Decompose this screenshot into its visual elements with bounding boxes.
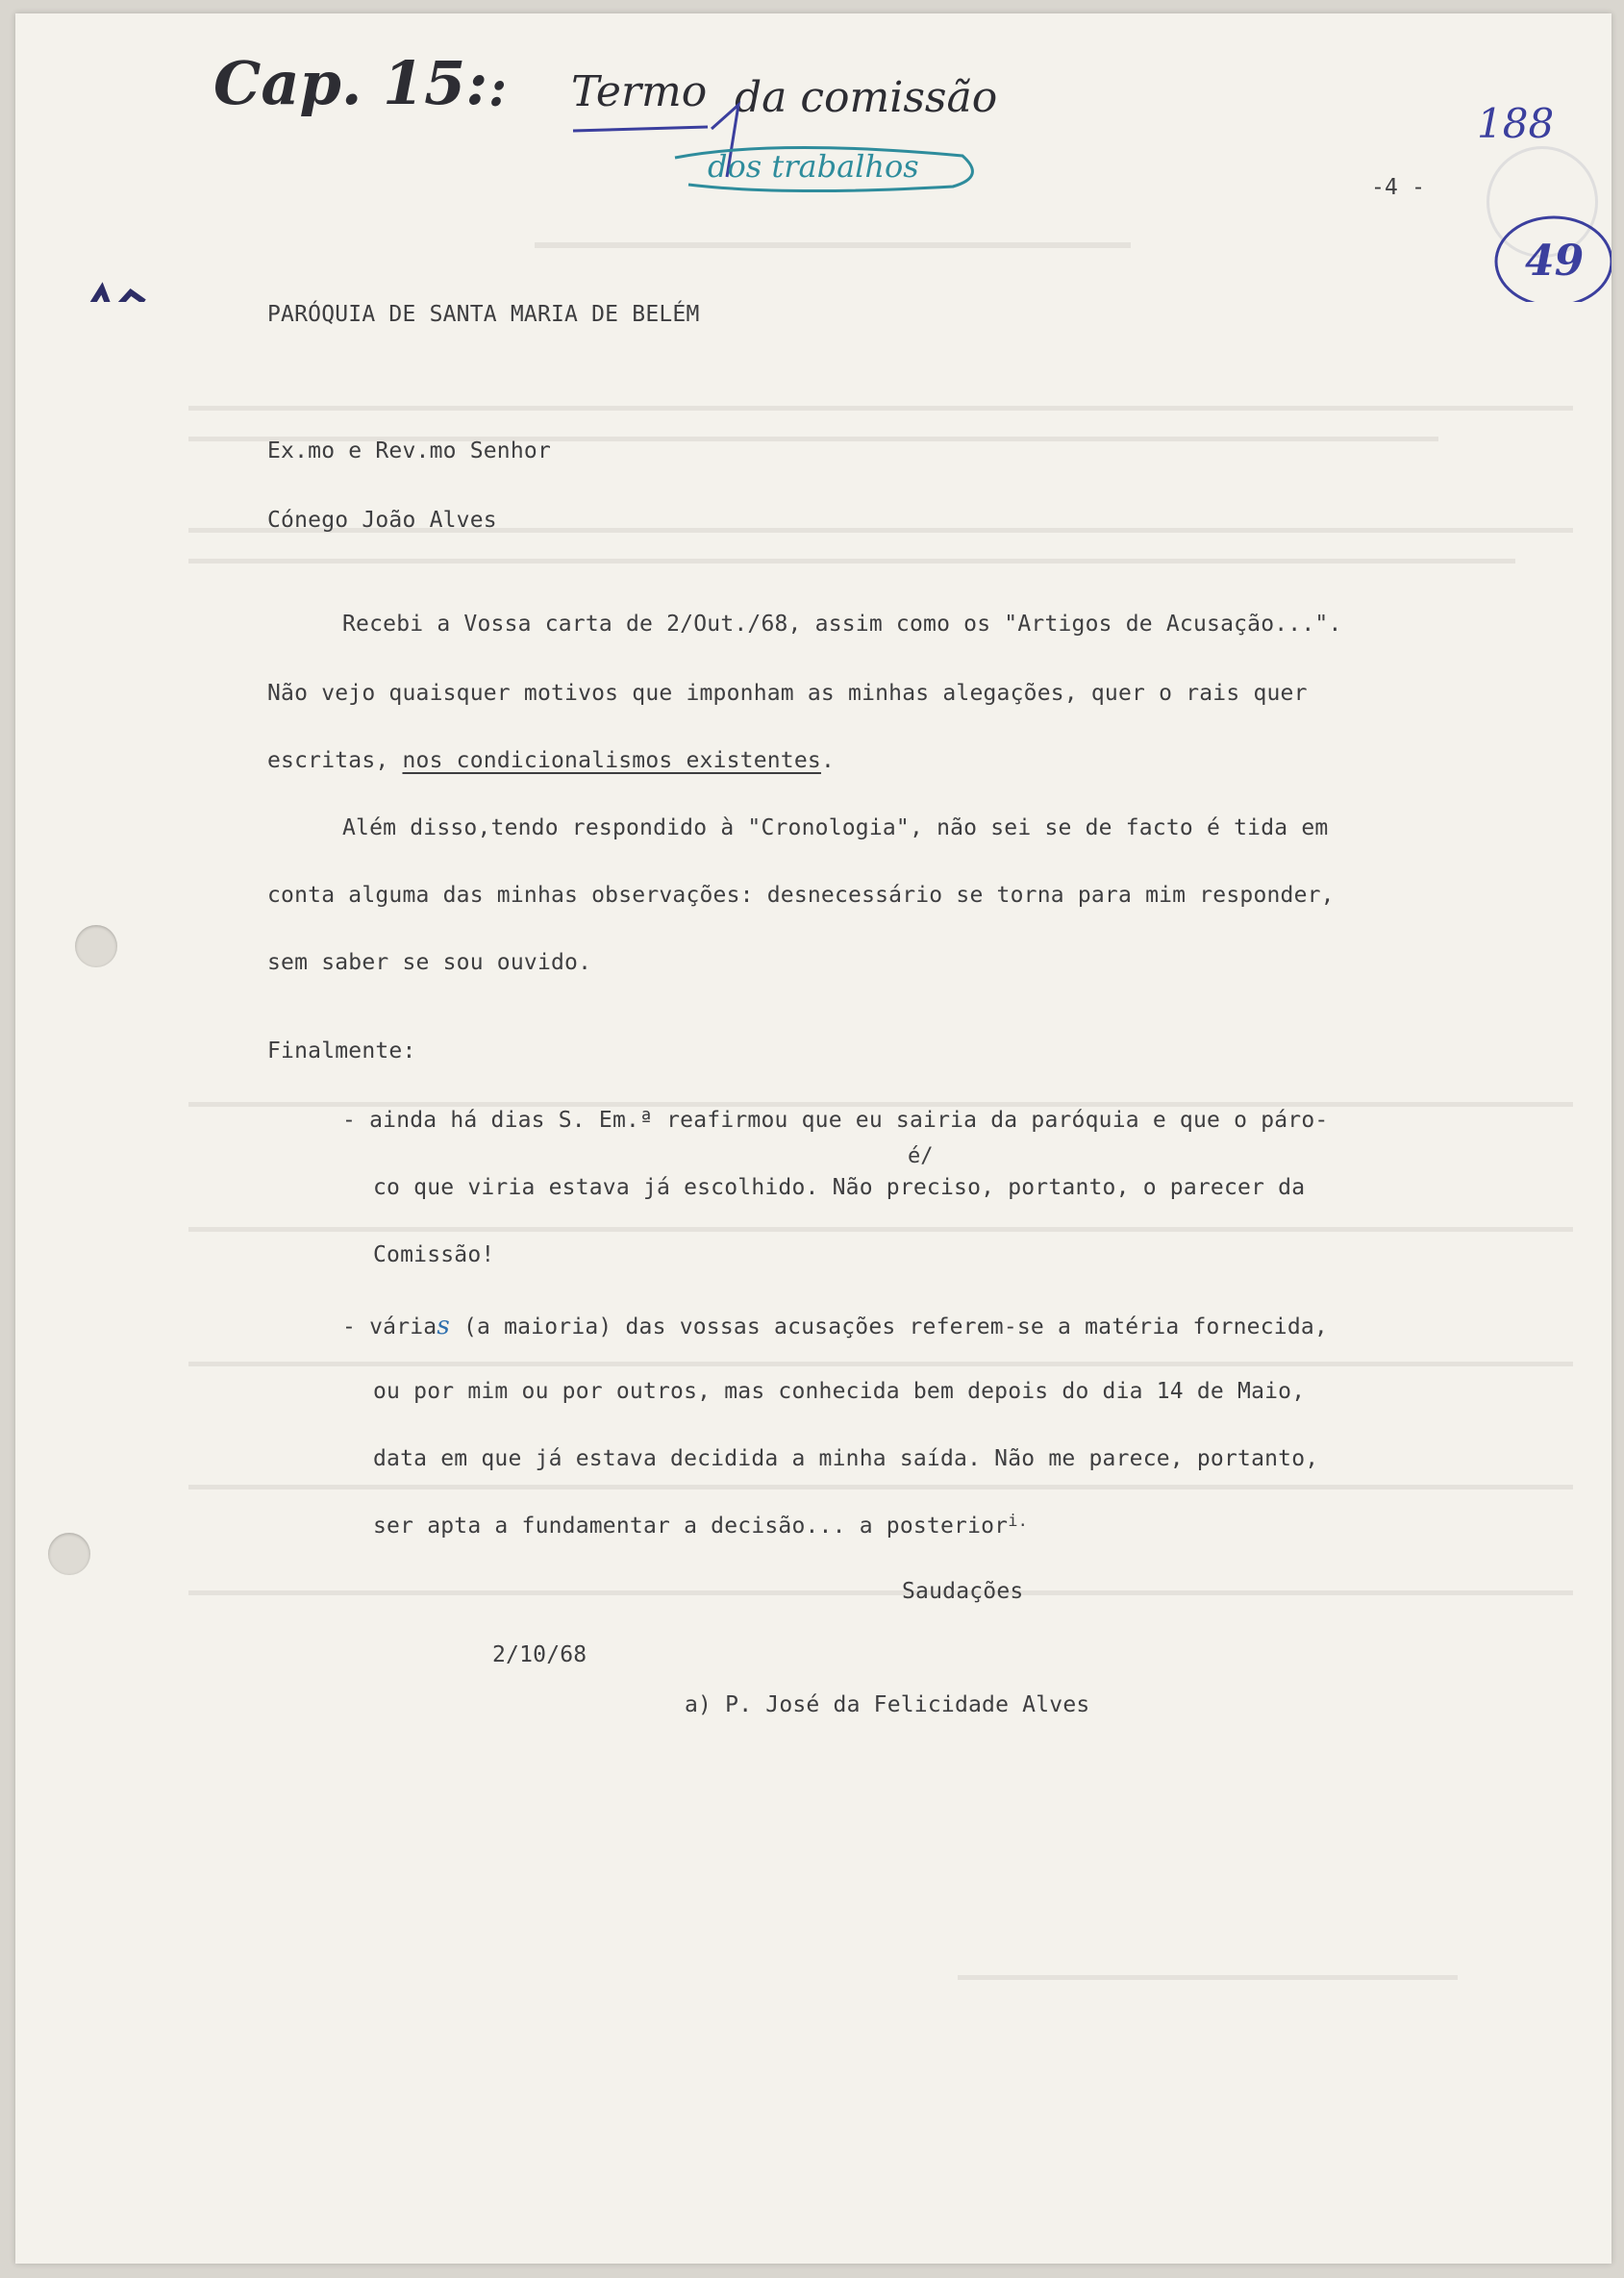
underlined-phrase: nos condicionalismos existentes: [402, 748, 821, 773]
paragraph-1-line-2: Não vejo quaisquer motivos que imponham as minhas alegações, quer o rais quer: [267, 681, 1308, 706]
handwritten-page-number: 188: [1477, 100, 1555, 147]
punch-hole-upper: [75, 925, 117, 967]
paragraph-1-line-3-end: .: [820, 748, 836, 773]
item-2-line-2: ou por mim ou por outros, mas conhecida bem depois do dia 14 de Maio,: [373, 1379, 1306, 1404]
signature-line: a) P. José da Felicidade Alves: [685, 1692, 1090, 1717]
paragraph-2-line-2: conta alguma das minhas observações: desnecessário se torna para mim responder,: [267, 883, 1335, 908]
handwritten-title-part1: Termo: [571, 67, 708, 116]
closing-greeting: Saudações: [902, 1579, 1024, 1604]
typed-correction-mark: é/: [908, 1144, 934, 1168]
letter-header: PARÓQUIA DE SANTA MARIA DE BELÉM: [267, 302, 700, 327]
item-1-line-2: co que viria estava já escolhido. Não preciso, portanto, o parecer da: [373, 1175, 1306, 1200]
handwritten-title-insert: dos trabalhos: [708, 148, 919, 185]
handwritten-title-part2: da comissão: [735, 73, 998, 122]
punch-hole-lower: [48, 1533, 90, 1575]
blue-underline-stroke: [573, 127, 708, 131]
handwritten-circled-number: 49: [1525, 237, 1585, 286]
handwritten-s-insert: s: [437, 1312, 450, 1340]
typed-page-marker: -4 -: [1371, 175, 1426, 200]
item-1-line-3: Comissão!: [373, 1242, 495, 1267]
item-2-line-4-text: ser apta a fundamentar a decisão... a posterior: [373, 1514, 1009, 1539]
item-2-line-4: [373, 1512, 1028, 1539]
handwritten-colon-mark: :: [488, 60, 508, 118]
paragraph-1-line-3: [267, 748, 835, 773]
paragraph-1-line-3-start: escritas,: [267, 748, 403, 773]
item-1-line-1: - ainda há dias S. Em.ª reafirmou que eu sairia da paróquia e que o páro-: [342, 1108, 1329, 1133]
paragraph-2-line-1: Além disso,tendo respondido à "Cronologia", não sei se de facto é tida em: [342, 815, 1329, 840]
letter-date: 2/10/68: [492, 1642, 587, 1667]
item-2-line-1: [342, 1312, 1328, 1340]
paragraph-1-line-1: Recebi a Vossa carta de 2/Out./68, assim como os "Artigos de Acusação...".: [342, 612, 1342, 637]
item-2-line-3: data em que já estava decidida a minha saída. Não me parece, portanto,: [373, 1446, 1319, 1471]
salutation-line-2: Cónego João Alves: [267, 508, 497, 533]
document-page: [15, 13, 1612, 2264]
finalmente-label: Finalmente:: [267, 1039, 416, 1064]
item-2-line-1-start: - vária: [342, 1314, 437, 1339]
handwritten-chapter-label: Cap. 15:: [213, 48, 488, 118]
paragraph-2-line-3: sem saber se sou ouvido.: [267, 950, 592, 975]
item-2-line-4-suffix: i.: [1008, 1512, 1029, 1531]
item-2-line-1-end: (a maioria) das vossas acusações referem-se a matéria fornecida,: [449, 1314, 1328, 1339]
margin-initial-scribble: [83, 288, 144, 302]
salutation-line-1: Ex.mo e Rev.mo Senhor: [267, 438, 551, 463]
